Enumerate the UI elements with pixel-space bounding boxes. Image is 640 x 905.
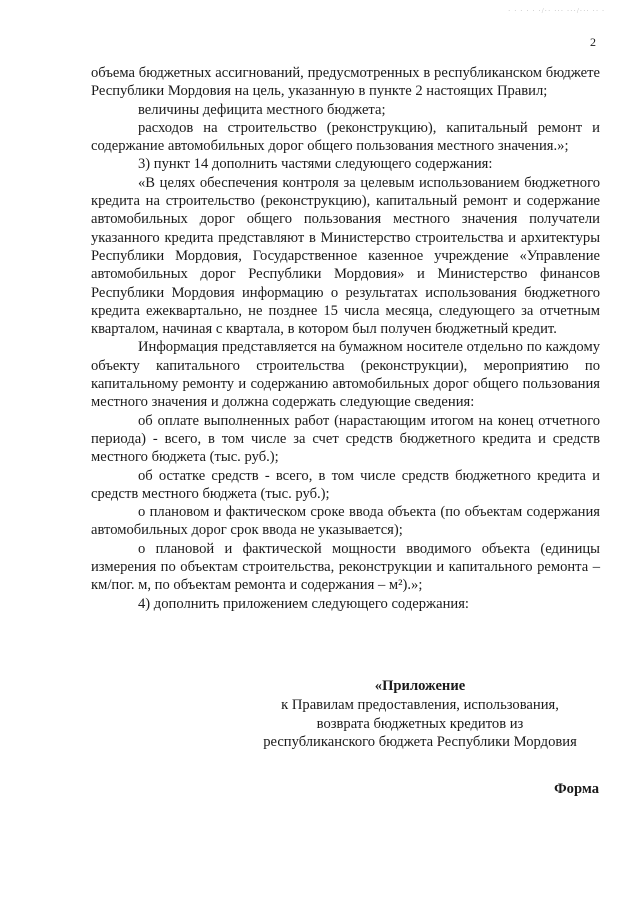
paragraph: Информация представляется на бумажном носителе отдельно по каждому объекту капитального строительства (реконструкции), мероприятию по капитальному ремонту и содержанию автомобильных дорог общего пользования местного значения и должна содержать следующие сведения: — [91, 339, 600, 411]
appendix-line: к Правилам предоставления, использования, — [281, 697, 559, 714]
paragraph: об остатке средств - всего, в том числе средств бюджетного кредита и средств местного бюджета (тыс. руб.); — [91, 467, 600, 502]
appendix-line: республиканского бюджета Республики Мордовия — [263, 733, 577, 750]
document-body — [91, 64, 600, 613]
paragraph: 3) пункт 14 дополнить частями следующего содержания: — [138, 156, 493, 173]
paragraph: величины дефицита местного бюджета; — [138, 101, 386, 118]
page-number: 2 — [590, 35, 596, 49]
paragraph: «В целях обеспечения контроля за целевым использованием бюджетного кредита на строительство (реконструкцию), капитальный ремонт и содержание автомобильных дорог общего пользования местного значения получатели указанного кредита представляют в Министерство строительства и архитектуры Республики Мордовия, Государственное казенное учреждение «Управление автомобильных дорог Республики Мордовия» и Министерство финансов Республики Мордовия информацию о результатах использования бюджетного кредита ежеквартально, не позднее 15 числа месяца, следующего за отчетным кварталом, начиная с квартала, в котором был получен бюджетный кредит. — [91, 174, 600, 338]
paragraph: о плановом и фактическом сроке ввода объекта (по объектам содержания автомобильных дорог срок ввода не указывается); — [91, 504, 600, 539]
paragraph: объема бюджетных ассигнований, предусмотренных в республиканском бюджете Республики Мордовия на цель, указанную в пункте 2 настоящих Правил; — [91, 65, 600, 100]
paragraph: расходов на строительство (реконструкцию), капитальный ремонт и содержание автомобильных дорог общего пользования местного значения.»; — [91, 119, 600, 155]
appendix-title: «Приложение — [374, 678, 466, 694]
paragraph: о плановой и фактической мощности вводимого объекта (единицы измерения по объектам строительства, реконструкции и капитального ремонта – км/пог. м, по объектам ремонта и содержания – м²).»; — [91, 540, 600, 594]
paragraph: об оплате выполненных работ (нарастающим итогом на конец отчетного периода) - всего, в том числе за счет средств бюджетного кредита и средств местного бюджета (тыс. руб.); — [91, 412, 600, 466]
appendix-line: возврата бюджетных кредитов из — [316, 715, 524, 732]
scan-mark: · · · · · ·/·· ··· ···/··· ·· · — [508, 7, 606, 15]
form-label: Форма — [554, 781, 599, 797]
appendix-block — [240, 677, 600, 751]
paragraph: 4) дополнить приложением следующего содержания: — [138, 595, 469, 612]
